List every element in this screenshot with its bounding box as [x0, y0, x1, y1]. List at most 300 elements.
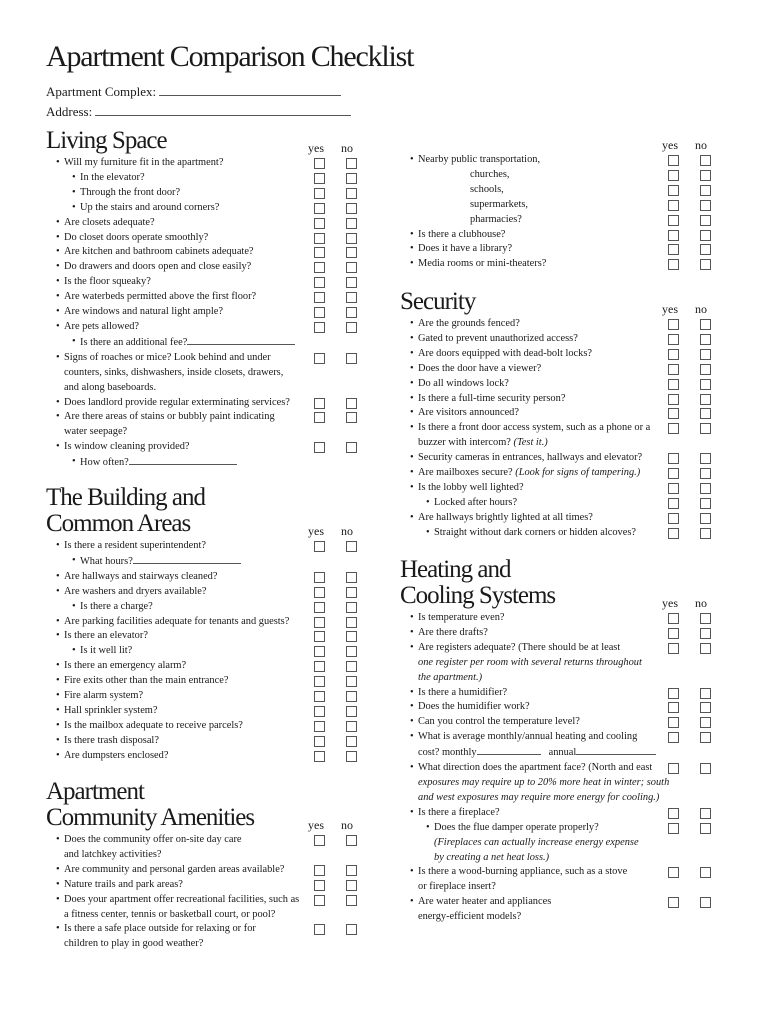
- no-checkbox[interactable]: [346, 233, 357, 244]
- yes-checkbox[interactable]: [668, 763, 679, 774]
- yes-checkbox[interactable]: [314, 262, 325, 273]
- no-checkbox[interactable]: [346, 646, 357, 657]
- yes-checkbox[interactable]: [314, 572, 325, 583]
- no-checkbox[interactable]: [346, 736, 357, 747]
- no-checkbox[interactable]: [700, 643, 711, 654]
- bullet: •: [410, 392, 414, 404]
- bullet: •: [410, 318, 414, 329]
- item-text: Is temperature even?: [418, 612, 505, 623]
- no-checkbox[interactable]: [700, 688, 711, 699]
- checklist-item: [400, 183, 730, 198]
- bullet: •: [56, 660, 60, 672]
- annual-cost-line[interactable]: [576, 745, 656, 755]
- yes-checkbox[interactable]: [668, 867, 679, 878]
- no-label: no: [695, 302, 707, 316]
- checklist-item: [46, 922, 376, 952]
- yes-checkbox[interactable]: [314, 322, 325, 333]
- bullet: •: [56, 834, 60, 845]
- yes-checkbox[interactable]: [314, 895, 325, 906]
- continuation-text: one register per room with several returns throughout: [418, 656, 642, 668]
- item-text: Do closet doors operate smoothly?: [64, 231, 209, 243]
- answer-line[interactable]: [133, 554, 241, 564]
- bullet: •: [56, 320, 60, 332]
- yes-checkbox[interactable]: [668, 808, 679, 819]
- yes-checkbox[interactable]: [314, 736, 325, 747]
- item-text: Can you control the temperature level?: [418, 716, 580, 728]
- yes-checkbox[interactable]: [668, 334, 679, 345]
- section-title: Security: [400, 288, 476, 315]
- yes-checkbox[interactable]: [668, 259, 679, 270]
- continuation-text: (Fireplaces can actually increase energy expense: [434, 836, 639, 848]
- checklist-item: [400, 730, 730, 761]
- no-checkbox[interactable]: [346, 691, 357, 702]
- bullet: •: [410, 686, 414, 698]
- bullet: •: [410, 243, 414, 255]
- yes-checkbox[interactable]: [668, 423, 679, 434]
- bullet: •: [56, 690, 60, 702]
- item-continuation: [64, 425, 316, 440]
- checklist-item: [46, 704, 376, 719]
- yes-checkbox[interactable]: [314, 412, 325, 423]
- no-checkbox[interactable]: [700, 897, 711, 908]
- item-continuation: [64, 937, 316, 952]
- no-checkbox[interactable]: [700, 732, 711, 743]
- no-checkbox[interactable]: [700, 513, 711, 524]
- no-checkbox[interactable]: [346, 572, 357, 583]
- bullet: •: [56, 570, 60, 582]
- no-checkbox[interactable]: [346, 218, 357, 229]
- checklist-item: [400, 168, 730, 183]
- checklist-item: [400, 641, 730, 686]
- item-text: Do all windows lock?: [418, 377, 509, 389]
- bullet: •: [410, 422, 414, 434]
- no-checkbox[interactable]: [346, 631, 357, 642]
- checklist-item: [46, 833, 376, 863]
- checklist-item: [400, 761, 730, 806]
- yes-checkbox[interactable]: [668, 528, 679, 539]
- section-title: Living Space: [46, 127, 167, 154]
- yes-checkbox[interactable]: [668, 319, 679, 330]
- checklist-item: [46, 570, 376, 585]
- yes-checkbox[interactable]: [668, 498, 679, 509]
- bullet: •: [426, 526, 430, 538]
- no-checkbox[interactable]: [700, 808, 711, 819]
- item-text: supermarkets,: [470, 198, 528, 210]
- yes-no-header: [308, 524, 353, 539]
- yes-checkbox[interactable]: [668, 483, 679, 494]
- yes-checkbox[interactable]: [314, 631, 325, 642]
- checklist-item: [46, 320, 376, 335]
- yes-label: yes: [662, 596, 678, 610]
- checklist-item: [400, 451, 730, 466]
- item-text: Does the humidifier work?: [418, 701, 530, 713]
- bullet: •: [410, 347, 414, 359]
- no-checkbox[interactable]: [346, 353, 357, 364]
- no-checkbox[interactable]: [346, 602, 357, 613]
- no-checkbox[interactable]: [700, 408, 711, 419]
- yes-checkbox[interactable]: [668, 244, 679, 255]
- checklist-item: [46, 749, 376, 764]
- no-checkbox[interactable]: [700, 185, 711, 196]
- no-checkbox[interactable]: [346, 247, 357, 258]
- item-text: Straight without dark corners or hidden alcoves?: [434, 526, 636, 538]
- item-text: Are hallways brightly lighted at all times?: [418, 511, 593, 523]
- checklist-item: [46, 231, 376, 246]
- yes-checkbox[interactable]: [314, 442, 325, 453]
- checklist-item: [46, 275, 376, 290]
- heating-list: [400, 611, 730, 925]
- answer-line[interactable]: [129, 455, 237, 465]
- yes-checkbox[interactable]: [314, 398, 325, 409]
- continuation-text: or fireplace insert?: [418, 881, 496, 893]
- no-checkbox[interactable]: [700, 244, 711, 255]
- checklist-item: [46, 410, 376, 440]
- no-checkbox[interactable]: [700, 364, 711, 375]
- item-text: Are the grounds fenced?: [418, 318, 520, 329]
- yes-checkbox[interactable]: [314, 292, 325, 303]
- item-text: Is there a full-time security person?: [418, 392, 566, 404]
- item-text: Are mailboxes secure? (Look for signs of tampering.): [418, 467, 641, 479]
- no-checkbox[interactable]: [346, 721, 357, 732]
- checklist-item: [46, 216, 376, 231]
- checklist-item: [400, 611, 730, 626]
- no-checkbox[interactable]: [700, 349, 711, 360]
- no-checkbox[interactable]: [700, 823, 711, 834]
- answer-line[interactable]: [187, 335, 295, 345]
- yes-checkbox[interactable]: [314, 203, 325, 214]
- no-checkbox[interactable]: [700, 215, 711, 226]
- yes-checkbox[interactable]: [314, 587, 325, 598]
- checklist-item: [46, 554, 376, 570]
- item-text: Up the stairs and around corners?: [80, 201, 220, 213]
- bullet: •: [56, 411, 60, 423]
- checklist-item: [46, 893, 376, 923]
- checklist-item: [46, 863, 376, 878]
- yes-checkbox[interactable]: [314, 277, 325, 288]
- bullet: •: [72, 456, 76, 468]
- item-text: Are there drafts?: [418, 626, 488, 638]
- yes-checkbox[interactable]: [314, 233, 325, 244]
- yes-checkbox[interactable]: [314, 676, 325, 687]
- yes-checkbox[interactable]: [668, 200, 679, 211]
- item-text: Does the community offer on-site day care: [64, 834, 242, 845]
- no-checkbox[interactable]: [700, 468, 711, 479]
- no-checkbox[interactable]: [700, 230, 711, 241]
- item-continuation: [434, 851, 670, 866]
- item-text: Are waterbeds permitted above the first floor?: [64, 291, 257, 303]
- no-checkbox[interactable]: [700, 379, 711, 390]
- no-checkbox[interactable]: [346, 541, 357, 552]
- no-checkbox[interactable]: [346, 924, 357, 935]
- checklist-item: [400, 198, 730, 213]
- no-checkbox[interactable]: [700, 200, 711, 211]
- no-checkbox[interactable]: [700, 763, 711, 774]
- no-checkbox[interactable]: [700, 334, 711, 345]
- page-title: Apartment Comparison Checklist: [46, 40, 414, 73]
- no-checkbox[interactable]: [700, 483, 711, 494]
- bullet: •: [56, 441, 60, 453]
- item-text: churches,: [470, 168, 510, 180]
- item-continuation: [418, 791, 670, 806]
- no-checkbox[interactable]: [346, 292, 357, 303]
- no-checkbox[interactable]: [346, 617, 357, 628]
- continuation-text: exposures may require up to 20% more heat in winter; south: [418, 776, 670, 788]
- yes-checkbox[interactable]: [314, 353, 325, 364]
- no-checkbox[interactable]: [700, 498, 711, 509]
- yes-checkbox[interactable]: [314, 835, 325, 846]
- item-text: Is there a fireplace?: [418, 806, 500, 818]
- no-checkbox[interactable]: [346, 412, 357, 423]
- continuation-text: counters, sinks, dishwashers, inside closets, drawers,: [64, 366, 284, 378]
- no-checkbox[interactable]: [346, 398, 357, 409]
- yes-checkbox[interactable]: [314, 247, 325, 258]
- continuation-text: annual: [548, 747, 577, 759]
- yes-checkbox[interactable]: [668, 453, 679, 464]
- no-checkbox[interactable]: [346, 203, 357, 214]
- bullet: •: [56, 749, 60, 761]
- item-text: Is there an additional fee?: [80, 336, 188, 348]
- checklist-item: [400, 481, 730, 496]
- no-checkbox[interactable]: [346, 307, 357, 318]
- yes-checkbox[interactable]: [314, 173, 325, 184]
- checklist-item: [46, 629, 376, 644]
- checklist-item: [400, 317, 730, 332]
- checklist-item: [400, 242, 730, 257]
- no-checkbox[interactable]: [346, 322, 357, 333]
- yes-checkbox[interactable]: [668, 897, 679, 908]
- item-text: How often?: [80, 457, 129, 469]
- no-checkbox[interactable]: [346, 895, 357, 906]
- item-text: Is it well lit?: [80, 645, 133, 657]
- yes-no-header: [308, 818, 353, 833]
- bullet: •: [410, 362, 414, 374]
- yes-checkbox[interactable]: [314, 158, 325, 169]
- yes-checkbox[interactable]: [668, 823, 679, 834]
- no-checkbox[interactable]: [700, 702, 711, 713]
- no-checkbox[interactable]: [346, 835, 357, 846]
- item-continuation: [64, 366, 316, 381]
- no-checkbox[interactable]: [346, 865, 357, 876]
- address-line[interactable]: [95, 105, 351, 116]
- no-checkbox[interactable]: [700, 528, 711, 539]
- yes-checkbox[interactable]: [668, 155, 679, 166]
- no-checkbox[interactable]: [346, 676, 357, 687]
- yes-checkbox[interactable]: [668, 230, 679, 241]
- bullet: •: [56, 893, 60, 905]
- yes-checkbox[interactable]: [668, 468, 679, 479]
- no-checkbox[interactable]: [346, 442, 357, 453]
- item-text: pharmacies?: [470, 213, 522, 225]
- no-checkbox[interactable]: [346, 751, 357, 762]
- section-security: [400, 289, 730, 541]
- item-text: Are doors equipped with dead-bolt locks?: [418, 347, 592, 359]
- no-checkbox[interactable]: [346, 587, 357, 598]
- yes-checkbox[interactable]: [314, 541, 325, 552]
- bullet: •: [56, 585, 60, 597]
- bullet: •: [410, 511, 414, 523]
- no-checkbox[interactable]: [700, 170, 711, 181]
- yes-checkbox[interactable]: [314, 602, 325, 613]
- item-text: Is the floor squeaky?: [64, 276, 151, 288]
- bullet: •: [56, 291, 60, 303]
- item-text: Is there a resident superintendent?: [64, 540, 206, 551]
- nearby-list: [400, 153, 730, 272]
- yes-checkbox[interactable]: [668, 185, 679, 196]
- yes-checkbox[interactable]: [668, 613, 679, 624]
- item-text: Does it have a library?: [418, 243, 513, 255]
- yes-checkbox[interactable]: [668, 408, 679, 419]
- bullet: •: [72, 645, 76, 657]
- item-continuation: [434, 836, 670, 851]
- checklist-item: [46, 539, 376, 554]
- section-title-line1: Heating and: [400, 556, 511, 583]
- yes-checkbox[interactable]: [668, 717, 679, 728]
- yes-checkbox[interactable]: [314, 188, 325, 199]
- no-checkbox[interactable]: [700, 717, 711, 728]
- yes-label: yes: [308, 818, 324, 832]
- item-text: Does landlord provide regular exterminating services?: [64, 396, 290, 408]
- yes-checkbox[interactable]: [314, 617, 325, 628]
- no-checkbox[interactable]: [346, 880, 357, 891]
- yes-checkbox[interactable]: [668, 628, 679, 639]
- item-text: Through the front door?: [80, 186, 181, 198]
- item-text: Are kitchen and bathroom cabinets adequate?: [64, 246, 254, 258]
- bullet: •: [72, 600, 76, 612]
- yes-checkbox[interactable]: [668, 643, 679, 654]
- yes-checkbox[interactable]: [668, 732, 679, 743]
- checklist-item: [46, 455, 376, 471]
- checklist-item: [46, 689, 376, 704]
- item-text: Are windows and natural light ample?: [64, 306, 223, 318]
- continuation-text: and west exposures may require more energy for cooling.): [418, 791, 660, 803]
- continuation-text: and latchkey activities?: [64, 848, 162, 860]
- no-checkbox[interactable]: [700, 155, 711, 166]
- checklist-item: [400, 347, 730, 362]
- no-label: no: [695, 138, 707, 152]
- checklist-item: [46, 615, 376, 630]
- no-checkbox[interactable]: [346, 661, 357, 672]
- bullet: •: [410, 896, 414, 908]
- no-checkbox[interactable]: [346, 262, 357, 273]
- checklist-item: [400, 865, 730, 895]
- yes-checkbox[interactable]: [314, 751, 325, 762]
- checklist-item: [400, 406, 730, 421]
- no-checkbox[interactable]: [346, 158, 357, 169]
- yes-checkbox[interactable]: [314, 691, 325, 702]
- section-living-space: [46, 128, 376, 471]
- no-label: no: [341, 524, 353, 538]
- bullet: •: [56, 351, 60, 363]
- no-checkbox[interactable]: [346, 706, 357, 717]
- bullet: •: [410, 377, 414, 389]
- checklist-item: [400, 496, 730, 511]
- yes-checkbox[interactable]: [668, 513, 679, 524]
- no-checkbox[interactable]: [700, 628, 711, 639]
- bullet: •: [72, 186, 76, 198]
- checklist-item: [400, 626, 730, 641]
- monthly-cost-line[interactable]: [477, 745, 541, 755]
- yes-checkbox[interactable]: [314, 924, 325, 935]
- yes-checkbox[interactable]: [668, 215, 679, 226]
- yes-checkbox[interactable]: [314, 218, 325, 229]
- yes-checkbox[interactable]: [668, 170, 679, 181]
- yes-checkbox[interactable]: [668, 688, 679, 699]
- section-title-line1: The Building and: [46, 484, 205, 511]
- yes-checkbox[interactable]: [668, 349, 679, 360]
- bullet: •: [56, 615, 60, 627]
- building-list: [46, 539, 376, 764]
- checklist-item: [400, 526, 730, 541]
- yes-checkbox[interactable]: [668, 364, 679, 375]
- yes-label: yes: [662, 138, 678, 152]
- checklist-item: [400, 715, 730, 730]
- bullet: •: [410, 701, 414, 713]
- yes-checkbox[interactable]: [314, 307, 325, 318]
- yes-checkbox[interactable]: [314, 865, 325, 876]
- bullet: •: [410, 481, 414, 493]
- section-title-line2: Community Amenities: [46, 804, 255, 831]
- bullet: •: [56, 878, 60, 890]
- no-checkbox[interactable]: [700, 259, 711, 270]
- item-text: Are community and personal garden areas available?: [64, 863, 285, 875]
- item-text: Is there a clubhouse?: [418, 228, 506, 240]
- yes-checkbox[interactable]: [314, 706, 325, 717]
- item-text: Nature trails and park areas?: [64, 878, 183, 890]
- yes-checkbox[interactable]: [668, 394, 679, 405]
- checklist-item: [46, 585, 376, 600]
- item-text: Are there areas of stains or bubbly paint indicating: [64, 411, 275, 423]
- item-text: What direction does the apartment face? (North and east: [418, 762, 653, 774]
- item-text: Is there a humidifier?: [418, 686, 508, 698]
- yes-checkbox[interactable]: [668, 702, 679, 713]
- no-checkbox[interactable]: [700, 394, 711, 405]
- yes-checkbox[interactable]: [668, 379, 679, 390]
- item-text: Are water heater and appliances: [418, 896, 552, 908]
- item-continuation: [418, 880, 670, 895]
- no-checkbox[interactable]: [700, 867, 711, 878]
- no-checkbox[interactable]: [346, 188, 357, 199]
- no-checkbox[interactable]: [346, 277, 357, 288]
- bullet: •: [56, 276, 60, 288]
- bullet: •: [410, 228, 414, 240]
- item-continuation: [418, 656, 670, 671]
- no-checkbox[interactable]: [700, 453, 711, 464]
- apartment-complex-line[interactable]: [159, 85, 341, 96]
- bullet: •: [56, 734, 60, 746]
- bullet: •: [56, 261, 60, 273]
- no-checkbox[interactable]: [700, 423, 711, 434]
- item-text: Is window cleaning provided?: [64, 441, 190, 453]
- checklist-item: [46, 440, 376, 455]
- yes-checkbox[interactable]: [314, 721, 325, 732]
- no-checkbox[interactable]: [346, 173, 357, 184]
- no-checkbox[interactable]: [700, 319, 711, 330]
- no-label: no: [341, 818, 353, 832]
- bullet: •: [56, 157, 60, 168]
- item-text: What hours?: [80, 555, 133, 567]
- bullet: •: [410, 806, 414, 818]
- yes-checkbox[interactable]: [314, 880, 325, 891]
- item-text: Does your apartment offer recreational facilities, such as: [64, 893, 300, 905]
- yes-checkbox[interactable]: [314, 661, 325, 672]
- item-text: Is the mailbox adequate to receive parcels?: [64, 719, 243, 731]
- checklist-item: [46, 600, 376, 615]
- continuation-text: water seepage?: [64, 426, 128, 438]
- yes-no-header: [662, 596, 707, 611]
- item-text: Media rooms or mini-theaters?: [418, 258, 547, 270]
- yes-checkbox[interactable]: [314, 646, 325, 657]
- no-checkbox[interactable]: [700, 613, 711, 624]
